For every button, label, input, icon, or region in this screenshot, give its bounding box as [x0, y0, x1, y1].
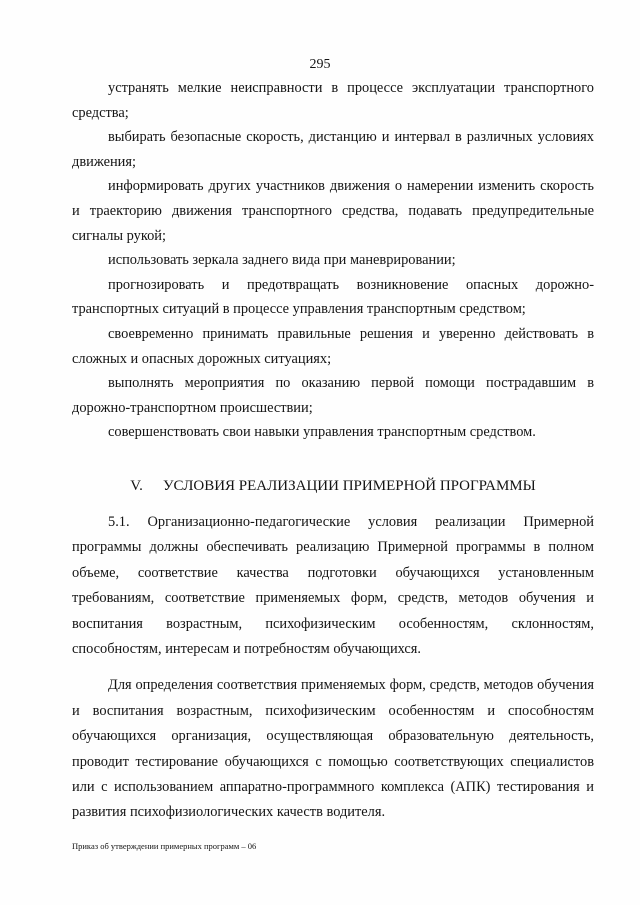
skills-list	[72, 76, 594, 445]
section-heading	[72, 474, 594, 498]
list-item: прогнозировать и предотвращать возникновение опасных дорожно-транспортных ситуаций в процессе управления транспортным средством;	[72, 276, 594, 318]
paragraph: Для определения соответствия применяемых форм, средств, методов обучения и воспитания возрастным, психофизическим особенностям и способностям обучающихся организация, осуществляющая образовательную деятельность, проводит тестирование обучающихся с помощью соответствующих специалистов или с использованием аппаратно-программного комплекса (АПК) тестирования и развития психофизиологических качеств водителя.	[72, 677, 594, 821]
list-item: совершенствовать свои навыки управления транспортным средством.	[108, 424, 536, 441]
list-item: информировать других участников движения о намерении изменить скорость и траекторию движения транспортного средства, подавать предупредительные сигналы рукой;	[72, 178, 594, 244]
section-body	[72, 510, 594, 826]
paragraph: 5.1. Организационно-педагогические условия реализации Примерной программы должны обеспечивать реализацию Примерной программы в полном объеме, соответствие качества подготовки обучающихся установленным требованиям, соответствие применяемых форм, средств, методов обучения и воспитания возрастным, психофизическим особенностям, склонностям, способностям, интересам и потребностям обучающихся.	[72, 514, 594, 658]
footer-note: Приказ об утверждении примерных программ – 06	[72, 841, 257, 851]
section-title: УСЛОВИЯ РЕАЛИЗАЦИИ ПРИМЕРНОЙ ПРОГРАММЫ	[162, 478, 536, 494]
section-number: V.	[130, 478, 143, 494]
page-number: 295	[309, 57, 331, 72]
list-item: своевременно принимать правильные решения и уверенно действовать в сложных и опасных дорожных ситуациях;	[72, 325, 594, 367]
list-item: выполнять мероприятия по оказанию первой помощи пострадавшим в дорожно-транспортном происшествии;	[72, 375, 594, 416]
list-item: использовать зеркала заднего вида при маневрировании;	[108, 252, 456, 269]
list-item: выбирать безопасные скорость, дистанцию и интервал в различных условиях движения;	[72, 129, 594, 170]
list-item: устранять мелкие неисправности в процессе эксплуатации транспортного средства;	[72, 80, 594, 121]
